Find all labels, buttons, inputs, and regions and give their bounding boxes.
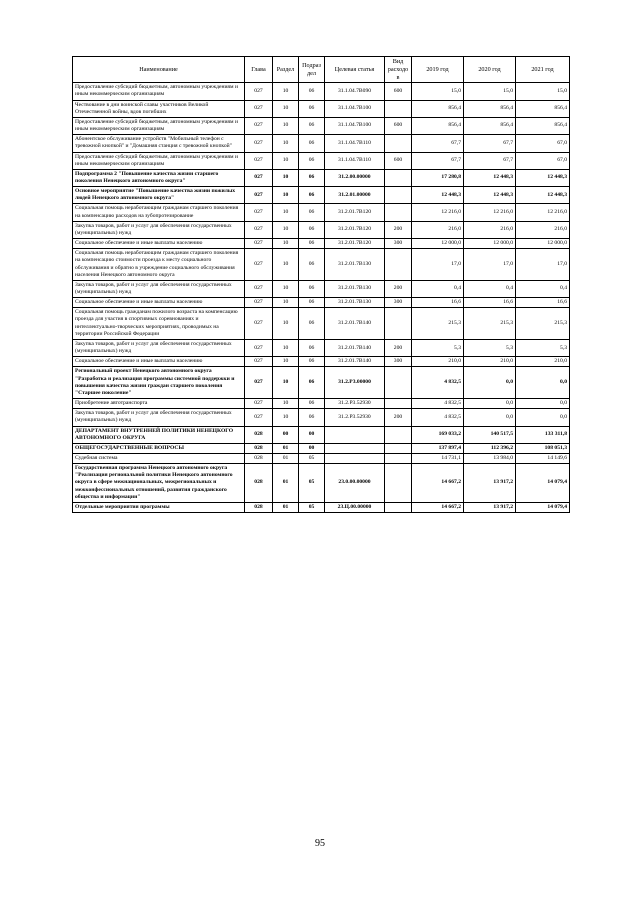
- cell-name: Подпрограмма 2 "Повышение качества жизни старшего поколения Ненецкого автономного округа": [73, 169, 245, 186]
- cell-y2019: 215,3: [412, 308, 464, 340]
- cell-glava: 028: [245, 453, 273, 463]
- cell-y2020: 5,3: [464, 339, 516, 356]
- cell-y2020: 13 917,2: [464, 464, 516, 503]
- cell-podrazdel: 06: [299, 169, 325, 186]
- cell-y2021: 856,4: [516, 100, 570, 117]
- cell-y2020: 12 216,0: [464, 204, 516, 221]
- cell-glava: 027: [245, 152, 273, 169]
- cell-celevaya: 31.2.01.7B130: [325, 280, 385, 297]
- cell-celevaya: [325, 443, 385, 453]
- cell-y2020: 216,0: [464, 221, 516, 238]
- cell-y2020: 13 917,2: [464, 502, 516, 512]
- cell-glava: 027: [245, 135, 273, 152]
- cell-name: ДЕПАРТАМЕНТ ВНУТРЕННЕЙ ПОЛИТИКИ НЕНЕЦКОГО АВТОНОМНОГО ОКРУГА: [73, 426, 245, 443]
- cell-y2020: 210,0: [464, 357, 516, 367]
- cell-podrazdel: 05: [299, 502, 325, 512]
- cell-name: Региональный проект Ненецкого автономного округа "Разработка и реализация программы системной поддержки и повышения качества жизни граждан старшего поколения "Старшее поколение": [73, 367, 245, 399]
- cell-razdel: 10: [273, 83, 299, 100]
- cell-y2019: 15,0: [412, 83, 464, 100]
- cell-glava: 027: [245, 83, 273, 100]
- cell-podrazdel: 06: [299, 100, 325, 117]
- table-row: [73, 502, 570, 512]
- cell-glava: 027: [245, 221, 273, 238]
- table-row: [73, 453, 570, 463]
- cell-celevaya: 31.2.01.7B120: [325, 221, 385, 238]
- cell-y2021: 12 448,3: [516, 187, 570, 204]
- cell-podrazdel: 06: [299, 409, 325, 426]
- cell-y2021: 12 448,3: [516, 169, 570, 186]
- table-row: [73, 443, 570, 453]
- cell-vid: [385, 502, 412, 512]
- cell-y2019: 14 667,2: [412, 502, 464, 512]
- cell-glava: 027: [245, 280, 273, 297]
- cell-name: Предоставление субсидий бюджетным, автономным учреждениям и иным некоммерческим организациям: [73, 83, 245, 100]
- cell-razdel: 10: [273, 169, 299, 186]
- table-row: [73, 399, 570, 409]
- cell-razdel: 01: [273, 502, 299, 512]
- table-row: [73, 221, 570, 238]
- table-row: [73, 298, 570, 308]
- cell-podrazdel: 06: [299, 367, 325, 399]
- cell-y2020: 12 448,3: [464, 169, 516, 186]
- cell-razdel: 01: [273, 453, 299, 463]
- cell-celevaya: 31.2.01.7B120: [325, 239, 385, 249]
- cell-celevaya: 31.2.01.7B130: [325, 298, 385, 308]
- cell-y2019: 4 832,5: [412, 399, 464, 409]
- cell-y2019: 0,4: [412, 280, 464, 297]
- cell-name: Закупка товаров, работ и услуг для обеспечения государственных (муниципальных) нужд: [73, 221, 245, 238]
- cell-y2020: 16,6: [464, 298, 516, 308]
- cell-glava: 027: [245, 169, 273, 186]
- cell-razdel: 10: [273, 135, 299, 152]
- cell-name: Абонентское обслуживание устройств "Мобильный телефон с тревожной кнопкой" и "Домашняя станция с тревожной кнопкой": [73, 135, 245, 152]
- cell-name: Закупка товаров, работ и услуг для обеспечения государственных (муниципальных) нужд: [73, 339, 245, 356]
- cell-razdel: 01: [273, 443, 299, 453]
- cell-razdel: 10: [273, 308, 299, 340]
- cell-y2020: 0,4: [464, 280, 516, 297]
- cell-vid: [385, 308, 412, 340]
- cell-razdel: 10: [273, 239, 299, 249]
- cell-y2021: 67,0: [516, 152, 570, 169]
- table-row: [73, 280, 570, 297]
- cell-glava: 027: [245, 117, 273, 134]
- cell-vid: 600: [385, 117, 412, 134]
- cell-y2021: 0,0: [516, 367, 570, 399]
- column-header-podrazdel: Подраздел: [299, 57, 325, 83]
- cell-razdel: 10: [273, 152, 299, 169]
- cell-y2019: 14 667,2: [412, 464, 464, 503]
- cell-y2019: 4 832,5: [412, 367, 464, 399]
- cell-celevaya: 23.0.00.00000: [325, 464, 385, 503]
- cell-y2020: 0,0: [464, 409, 516, 426]
- cell-glava: 027: [245, 367, 273, 399]
- cell-y2020: 0,0: [464, 367, 516, 399]
- cell-glava: 027: [245, 249, 273, 281]
- cell-y2019: 210,0: [412, 357, 464, 367]
- cell-razdel: 10: [273, 249, 299, 281]
- cell-glava: 027: [245, 100, 273, 117]
- cell-y2019: 169 033,2: [412, 426, 464, 443]
- table-row: [73, 409, 570, 426]
- cell-y2021: 14 079,4: [516, 502, 570, 512]
- cell-name: Социальная помощь неработающим гражданам старшего поколения на компенсацию расходов на зубопротезирование: [73, 204, 245, 221]
- cell-glava: 028: [245, 464, 273, 503]
- cell-y2020: 67,7: [464, 152, 516, 169]
- cell-vid: 600: [385, 83, 412, 100]
- cell-celevaya: 31.2.00.00000: [325, 169, 385, 186]
- cell-y2019: 67,7: [412, 152, 464, 169]
- cell-vid: [385, 464, 412, 503]
- cell-razdel: 10: [273, 117, 299, 134]
- cell-y2021: 216,0: [516, 221, 570, 238]
- cell-name: Социальная помощь неработающим гражданам старшего поколения на компенсацию стоимости проезда к месту социального обслуживания и обратно в учреждение социального обслуживания населения Ненецкого автономного округа: [73, 249, 245, 281]
- cell-vid: 300: [385, 298, 412, 308]
- cell-y2019: 14 731,1: [412, 453, 464, 463]
- cell-vid: [385, 135, 412, 152]
- cell-y2021: 15,0: [516, 83, 570, 100]
- cell-y2019: 5,3: [412, 339, 464, 356]
- cell-razdel: 10: [273, 339, 299, 356]
- cell-razdel: 10: [273, 221, 299, 238]
- cell-y2020: 856,4: [464, 117, 516, 134]
- cell-name: Социальное обеспечение и иные выплаты населению: [73, 239, 245, 249]
- cell-vid: [385, 187, 412, 204]
- cell-celevaya: 31.2.P3.52930: [325, 399, 385, 409]
- cell-name: Закупка товаров, работ и услуг для обеспечения государственных (муниципальных) нужд: [73, 280, 245, 297]
- cell-podrazdel: 06: [299, 298, 325, 308]
- cell-vid: [385, 204, 412, 221]
- cell-vid: 200: [385, 409, 412, 426]
- table-row: [73, 339, 570, 356]
- cell-name: Государственная программа Ненецкого автономного округа "Реализация региональной политики Ненецкого автономного округа в сфере межнациональных, межрегиональных и межконфессиональных отношений, развития гражданского общества и информации": [73, 464, 245, 503]
- cell-y2019: 856,4: [412, 100, 464, 117]
- cell-y2021: 856,4: [516, 117, 570, 134]
- cell-y2019: 16,6: [412, 298, 464, 308]
- table-row: [73, 187, 570, 204]
- cell-y2020: 215,3: [464, 308, 516, 340]
- cell-y2021: 14 149,6: [516, 453, 570, 463]
- cell-y2019: 12 216,0: [412, 204, 464, 221]
- cell-razdel: 10: [273, 100, 299, 117]
- cell-razdel: 01: [273, 464, 299, 503]
- cell-podrazdel: 05: [299, 453, 325, 463]
- cell-vid: [385, 399, 412, 409]
- table-row: [73, 204, 570, 221]
- cell-y2019: 17 280,8: [412, 169, 464, 186]
- cell-y2021: 12 216,0: [516, 204, 570, 221]
- cell-podrazdel: 06: [299, 152, 325, 169]
- cell-celevaya: 31.2.01.00000: [325, 187, 385, 204]
- cell-y2019: 17,0: [412, 249, 464, 281]
- cell-glava: 027: [245, 239, 273, 249]
- cell-podrazdel: 06: [299, 239, 325, 249]
- cell-name: Социальная помощь гражданам пожилого возраста на компенсацию проезда для участия в спортивных соревнованиях и интеллектуально-творческих мероприятиях, проводимых на территории Российской Федерации: [73, 308, 245, 340]
- cell-y2019: 4 832,5: [412, 409, 464, 426]
- cell-name: Приобретение автотранспорта: [73, 399, 245, 409]
- cell-y2020: 15,0: [464, 83, 516, 100]
- cell-name: Чествование в дни воинской славы участников Великой Отечественной войны, вдов погибших: [73, 100, 245, 117]
- cell-celevaya: 31.2.01.7B140: [325, 308, 385, 340]
- cell-podrazdel: 00: [299, 443, 325, 453]
- cell-celevaya: [325, 453, 385, 463]
- cell-razdel: 10: [273, 367, 299, 399]
- table-row: [73, 117, 570, 134]
- cell-vid: 300: [385, 357, 412, 367]
- cell-celevaya: 31.2.01.7B130: [325, 249, 385, 281]
- cell-y2020: 112 396,2: [464, 443, 516, 453]
- cell-y2021: 108 051,3: [516, 443, 570, 453]
- cell-razdel: 10: [273, 187, 299, 204]
- cell-y2021: 0,0: [516, 409, 570, 426]
- cell-celevaya: 23.Ц.00.00000: [325, 502, 385, 512]
- cell-podrazdel: 00: [299, 426, 325, 443]
- cell-celevaya: 31.1.04.7B100: [325, 100, 385, 117]
- table-row: [73, 239, 570, 249]
- cell-glava: 027: [245, 409, 273, 426]
- table-row: [73, 169, 570, 186]
- cell-vid: 200: [385, 280, 412, 297]
- cell-name: Социальное обеспечение и иные выплаты населению: [73, 298, 245, 308]
- column-header-year-2020: 2020 год: [464, 57, 516, 83]
- cell-vid: [385, 443, 412, 453]
- cell-y2020: 67,7: [464, 135, 516, 152]
- cell-name: Предоставление субсидий бюджетным, автономным учреждениям и иным некоммерческим организациям: [73, 152, 245, 169]
- table-row: [73, 367, 570, 399]
- cell-podrazdel: 06: [299, 339, 325, 356]
- cell-podrazdel: 06: [299, 308, 325, 340]
- cell-vid: [385, 249, 412, 281]
- cell-vid: 200: [385, 221, 412, 238]
- cell-y2021: 12 000,0: [516, 239, 570, 249]
- cell-podrazdel: 06: [299, 117, 325, 134]
- cell-y2021: 5,3: [516, 339, 570, 356]
- cell-celevaya: 31.2.P3.00000: [325, 367, 385, 399]
- column-header-celevaya-statya: Целевая статья: [325, 57, 385, 83]
- cell-celevaya: 31.1.04.7B110: [325, 135, 385, 152]
- cell-podrazdel: 06: [299, 83, 325, 100]
- cell-y2021: 67,0: [516, 135, 570, 152]
- cell-glava: 027: [245, 357, 273, 367]
- budget-table: [72, 56, 570, 513]
- table-row: [73, 426, 570, 443]
- table-row: [73, 249, 570, 281]
- cell-razdel: 10: [273, 204, 299, 221]
- cell-name: Отдельные мероприятия программы: [73, 502, 245, 512]
- cell-name: Судебная система: [73, 453, 245, 463]
- cell-celevaya: [325, 426, 385, 443]
- cell-y2021: 133 311,8: [516, 426, 570, 443]
- cell-y2020: 13 984,0: [464, 453, 516, 463]
- cell-y2021: 0,0: [516, 399, 570, 409]
- cell-podrazdel: 06: [299, 204, 325, 221]
- cell-podrazdel: 06: [299, 135, 325, 152]
- cell-y2020: 12 000,0: [464, 239, 516, 249]
- column-header-year-2019: 2019 год: [412, 57, 464, 83]
- cell-y2019: 137 897,4: [412, 443, 464, 453]
- cell-y2019: 12 000,0: [412, 239, 464, 249]
- cell-y2021: 0,4: [516, 280, 570, 297]
- cell-celevaya: 31.1.04.7B100: [325, 117, 385, 134]
- table-header: [73, 57, 570, 83]
- cell-y2021: 16,6: [516, 298, 570, 308]
- cell-name: Предоставление субсидий бюджетным, автономным учреждениям и иным некоммерческим организациям: [73, 117, 245, 134]
- cell-vid: [385, 100, 412, 117]
- cell-podrazdel: 06: [299, 280, 325, 297]
- cell-y2021: 210,0: [516, 357, 570, 367]
- cell-y2020: 17,0: [464, 249, 516, 281]
- cell-podrazdel: 06: [299, 221, 325, 238]
- table-row: [73, 135, 570, 152]
- cell-y2020: 12 448,3: [464, 187, 516, 204]
- column-header-glava: Глава: [245, 57, 273, 83]
- cell-vid: [385, 367, 412, 399]
- cell-glava: 028: [245, 426, 273, 443]
- cell-y2020: 140 517,5: [464, 426, 516, 443]
- column-header-vid-rashodov: Вид расходов: [385, 57, 412, 83]
- cell-razdel: 10: [273, 280, 299, 297]
- cell-y2020: 0,0: [464, 399, 516, 409]
- cell-glava: 027: [245, 187, 273, 204]
- cell-y2019: 216,0: [412, 221, 464, 238]
- cell-celevaya: 31.2.01.7B140: [325, 357, 385, 367]
- table-body: [73, 83, 570, 513]
- cell-y2020: 856,4: [464, 100, 516, 117]
- page-number: 95: [315, 838, 325, 849]
- cell-celevaya: 31.2.P3.52930: [325, 409, 385, 426]
- cell-name: Основное мероприятие "Повышение качества жизни пожилых людей Ненецкого автономного округа": [73, 187, 245, 204]
- cell-vid: 300: [385, 239, 412, 249]
- cell-vid: 600: [385, 152, 412, 169]
- table-row: [73, 83, 570, 100]
- column-header-name: Наименование: [73, 57, 245, 83]
- cell-glava: 027: [245, 298, 273, 308]
- cell-podrazdel: 06: [299, 399, 325, 409]
- table-row: [73, 152, 570, 169]
- cell-y2021: 215,3: [516, 308, 570, 340]
- cell-podrazdel: 06: [299, 187, 325, 204]
- cell-razdel: 10: [273, 409, 299, 426]
- cell-y2019: 12 448,3: [412, 187, 464, 204]
- cell-celevaya: 31.2.01.7B120: [325, 204, 385, 221]
- cell-glava: 028: [245, 443, 273, 453]
- cell-podrazdel: 06: [299, 357, 325, 367]
- cell-celevaya: 31.1.04.7B110: [325, 152, 385, 169]
- column-header-year-2021: 2021 год: [516, 57, 570, 83]
- cell-vid: [385, 169, 412, 186]
- cell-vid: [385, 453, 412, 463]
- cell-y2021: 17,0: [516, 249, 570, 281]
- column-header-razdel: Раздел: [273, 57, 299, 83]
- cell-glava: 027: [245, 399, 273, 409]
- cell-y2019: 67,7: [412, 135, 464, 152]
- table-row: [73, 464, 570, 503]
- cell-name: ОБЩЕГОСУДАРСТВЕННЫЕ ВОПРОСЫ: [73, 443, 245, 453]
- cell-podrazdel: 06: [299, 249, 325, 281]
- cell-vid: 200: [385, 339, 412, 356]
- cell-razdel: 10: [273, 399, 299, 409]
- cell-glava: 027: [245, 339, 273, 356]
- cell-glava: 027: [245, 308, 273, 340]
- cell-glava: 028: [245, 502, 273, 512]
- cell-razdel: 00: [273, 426, 299, 443]
- cell-celevaya: 31.1.04.7B090: [325, 83, 385, 100]
- cell-razdel: 10: [273, 298, 299, 308]
- cell-glava: 027: [245, 204, 273, 221]
- table-row: [73, 100, 570, 117]
- cell-name: Социальное обеспечение и иные выплаты населению: [73, 357, 245, 367]
- table-row: [73, 308, 570, 340]
- table-row: [73, 357, 570, 367]
- cell-podrazdel: 05: [299, 464, 325, 503]
- cell-name: Закупка товаров, работ и услуг для обеспечения государственных (муниципальных) нужд: [73, 409, 245, 426]
- cell-y2021: 14 079,4: [516, 464, 570, 503]
- cell-razdel: 10: [273, 357, 299, 367]
- cell-y2019: 856,4: [412, 117, 464, 134]
- cell-vid: [385, 426, 412, 443]
- cell-celevaya: 31.2.01.7B140: [325, 339, 385, 356]
